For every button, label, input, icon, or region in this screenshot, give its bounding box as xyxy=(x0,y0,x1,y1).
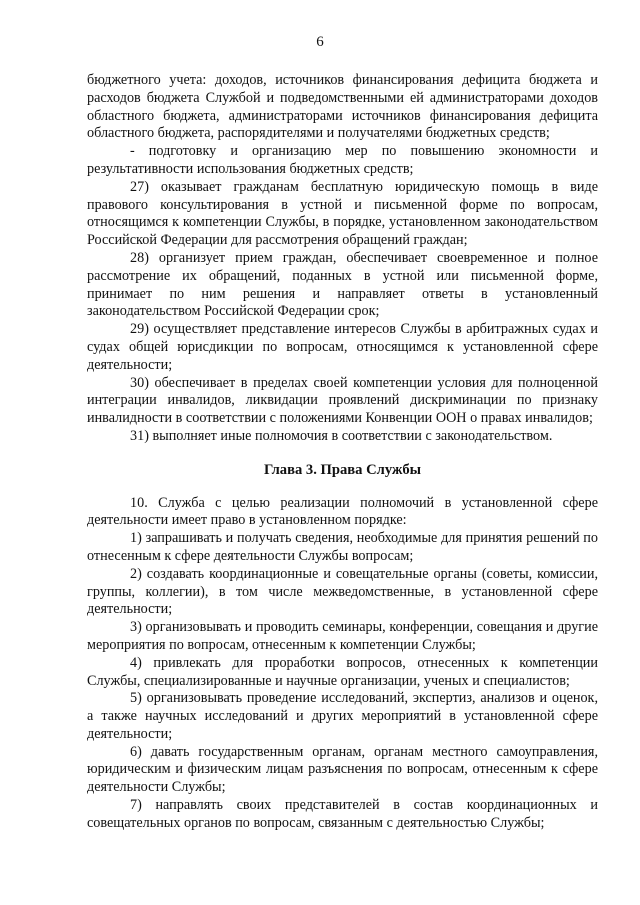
paragraph-item-27: 27) оказывает гражданам бесплатную юридическую помощь в виде правового консультирования в устной и письменной форме по вопросам, относящимся к компетенции Службы, в порядке, установленном законодательством Российской Федерации для рассмотрения обращений граждан; xyxy=(87,178,598,249)
paragraph-right-5: 5) организовывать проведение исследований, экспертиз, анализов и оценок, а также научных исследований и других мероприятий в установленной сфере деятельности; xyxy=(87,690,598,742)
paragraph-item: - подготовку и организацию мер по повышению экономности и результативности использования бюджетных средств; xyxy=(87,143,598,177)
paragraph-right-1: 1) запрашивать и получать сведения, необходимые для принятия решений по отнесенным к сфере деятельности Службы вопросам; xyxy=(87,530,598,564)
paragraph-right-2: 2) создавать координационные и совещательные органы (советы, комиссии, группы, коллегии), в том числе межведомственные, в установленной сфере деятельности; xyxy=(87,565,598,618)
paragraph-item-28: 28) организует прием граждан, обеспечивает своевременное и полное рассмотрение их обращений, поданных в устной или письменной форме, принимает по ним решения и направляет ответы в установленный законодательством Российской Федерации срок; xyxy=(87,249,598,320)
paragraph-right-3: 3) организовывать и проводить семинары, конференции, совещания и другие мероприятия по вопросам, отнесенным к компетенции Службы; xyxy=(87,619,598,653)
paragraph-right-7: 7) направлять своих представителей в состав координационных и совещательных органов по вопросам, связанным с деятельностью Службы; xyxy=(87,797,598,831)
paragraph-item-31: 31) выполняет иные полномочия в соответствии с законодательством. xyxy=(130,427,553,444)
chapter-heading: Глава 3. Права Службы xyxy=(263,461,422,478)
page-number: 6 xyxy=(316,34,324,50)
paragraph-item-29: 29) осуществляет представление интересов Службы в арбитражных судах и судах общей юрисдикции по вопросам, относящимся к установленной сфере деятельности; xyxy=(87,321,598,373)
document-body xyxy=(87,72,598,833)
paragraph-continuation: бюджетного учета: доходов, источников финансирования дефицита бюджета и расходов бюджета Службой и подведомственными ей администраторами доходов областного бюджета, администраторами источников финансирования дефицита областного бюджета, распорядителями и получателями бюджетных средств; xyxy=(87,72,598,142)
paragraph-right-6: 6) давать государственным органам, органам местного самоуправления, юридическим и физическим лицам разъяснения по вопросам, отнесенным к сфере деятельности Службы; xyxy=(87,743,598,796)
paragraph-right-4: 4) привлекать для проработки вопросов, отнесенных к компетенции Службы, специализированные и научные организации, ученых и специалистов; xyxy=(87,654,598,689)
paragraph-clause-10: 10. Служба с целью реализации полномочий в установленной сфере деятельности имеет право в установленном порядке: xyxy=(87,494,598,529)
paragraph-item-30: 30) обеспечивает в пределах своей компетенции условия для полноценной интеграции инвалидов, ликвидации проявлений дискриминации по признаку инвалидности в соответствии с положениями Конвенции ООН о правах инвалидов; xyxy=(87,374,598,427)
